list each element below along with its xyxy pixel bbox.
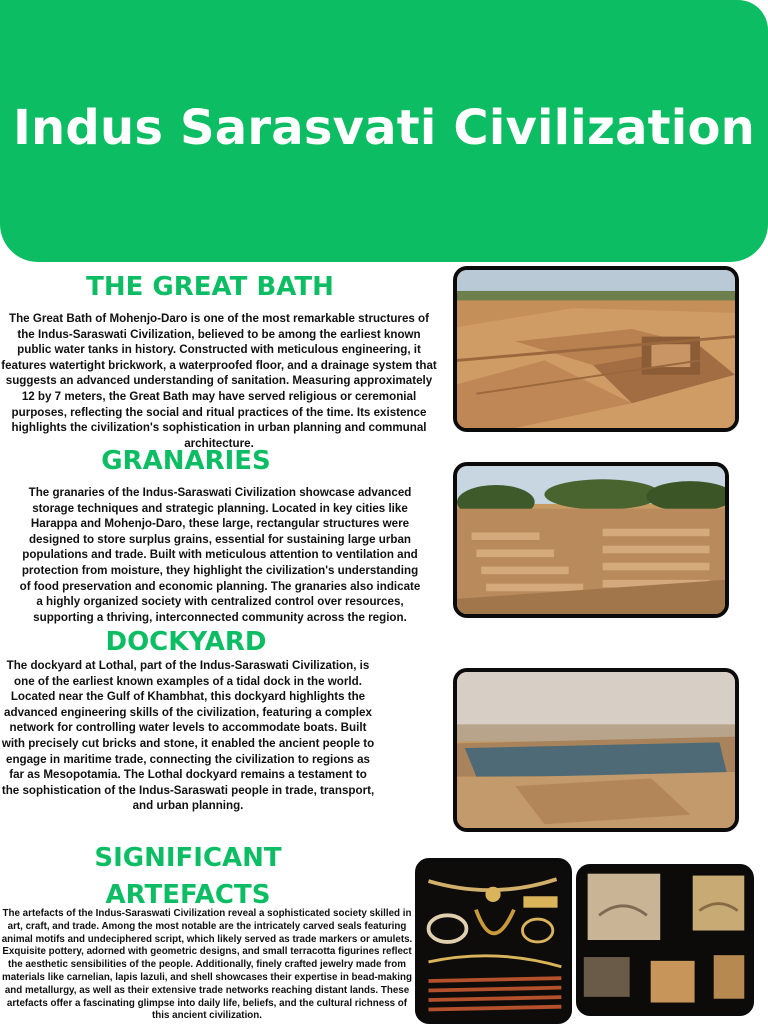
granaries-text: The granaries of the Indus-Saraswati Civilization showcase advanced storage techniques and strategic planning. Located in key cities like Harappa and Mohenjo-Daro, these large, rectangular structures were designed to store surplus grains, essential for sustaining large urban populations and trade. Built with meticulous attention to ventilation and protection from moisture, they highlight the civilization's understanding of food preservation and economic planning. The granaries also indicate a highly organized society with centralized control over resources, supporting a thriving, interconnected community across the region.	[19, 486, 421, 624]
granaries-heading: GRANARIES	[101, 446, 271, 476]
artefacts-text: The artefacts of the Indus-Saraswati Civilization reveal a sophisticated society skilled in art, craft, and trade. Among the most notable are the intricately carved seals featuring animal motifs and undeciphered script, which likely served as trade markers or amulets. Exquisite pottery, adorned with geometric designs, and small terracotta figurines reflect the aesthetic sensibilities of the people. Additionally, finely crafted jewelry made from materials like carnelian, lapis lazuli, and shell showcases their expertise in bead-making and metallurgy, as well as their extensive trade networks reaching distant lands. These artefacts offer a fascinating glimpse into daily life, beliefs, and the cultural richness of this ancient civilization.	[1, 908, 413, 1022]
jewelry-photo	[415, 858, 572, 1024]
great-bath-text: The Great Bath of Mohenjo-Daro is one of the most remarkable structures of the Indus-Saraswati Civilization, believed to be among the earliest known public water tanks in history. Constructed with meticulous engineering, it features watertight brickwork, a waterproofed floor, and a drainage system that suggests an advanced understanding of sanitation. Measuring approximately 12 by 7 meters, the Great Bath may have served religious or ceremonial purposes, reflecting the social and ritual practices of the time. Its existence highlights the civilization's sophistication in urban planning and communal architecture.	[1, 312, 437, 450]
artefacts-heading: SIGNIFICANT ARTEFACTS	[94, 843, 282, 910]
dockyard-heading: DOCKYARD	[105, 627, 267, 657]
great-bath-heading: THE GREAT BATH	[86, 272, 334, 302]
seals-photo	[576, 864, 754, 1016]
page-title: Indus Sarasvati Civilization	[12, 100, 756, 156]
granaries-photo	[453, 462, 729, 618]
great-bath-photo	[453, 266, 739, 432]
dockyard-text: The dockyard at Lothal, part of the Indus-Saraswati Civilization, is one of the earliest known examples of a tidal dock in the world. Located near the Gulf of Khambhat, this dockyard highlights the advanced engineering skills of the civilization, featuring a complex network for controlling water levels to accommodate boats. Built with precisely cut bricks and stone, it enabled the ancient people to engage in maritime trade, connecting the civilization to regions as far as Mesopotamia. The Lothal dockyard remains a testament to the sophistication of the Indus-Saraswati people in trade, transport, and urban planning.	[1, 659, 375, 813]
title-banner	[0, 0, 768, 262]
dockyard-photo	[453, 668, 739, 832]
